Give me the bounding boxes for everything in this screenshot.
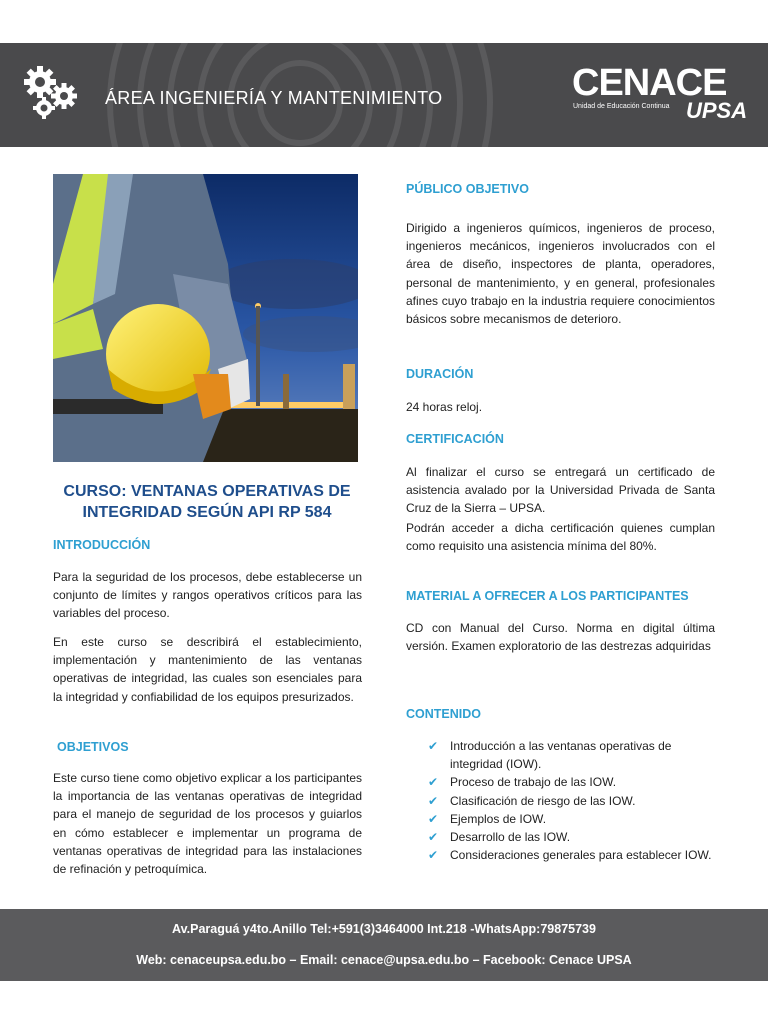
- worker-photo: [53, 174, 358, 462]
- check-icon: ✔: [428, 848, 439, 863]
- material-paragraph: CD con Manual del Curso. Norma en digital última versión. Examen exploratorio de las destrezas adquiridas: [406, 621, 715, 654]
- duracion-heading: DURACIÓN: [406, 367, 474, 381]
- cenace-upsa-logo: [570, 60, 750, 130]
- footer: [0, 909, 768, 981]
- list-item: ✔ Proceso de trabajo de las IOW.: [428, 773, 718, 791]
- course-title: CURSO: VENTANAS OPERATIVAS DE INTEGRIDAD SEGÚN API RP 584: [63, 483, 351, 521]
- check-icon: ✔: [428, 793, 439, 808]
- introduccion-heading: INTRODUCCIÓN: [53, 538, 151, 552]
- footer-contacts: Web: cenaceupsa.edu.bo – Email: cenace@upsa.edu.bo – Facebook: Cenace UPSA: [136, 953, 632, 967]
- header-title: ÁREA INGENIERÍA Y MANTENIMIENTO: [105, 88, 443, 108]
- introduccion-paragraph-1: Para la seguridad de los procesos, debe establecerse un conjunto de límites y rangos operativos críticos para las variables del proceso.: [53, 570, 362, 621]
- publico-paragraph: Dirigido a ingenieros químicos, ingenieros de proceso, ingenieros mecánicos, ingenieros involucrados con el área de diseño, inspectores de planta, operadores, personal de mantenimiento, y en general, profesionales afines cuyo trabajo en la industria requiere conocimientos básicos sobre mecanismos de deterioro.: [406, 221, 715, 327]
- list-item: ✔ Introducción a las ventanas operativas de integridad (IOW).: [428, 739, 672, 772]
- footer-address: Av.Paraguá y4to.Anillo Tel:+591(3)3464000 Int.218 -WhatsApp:79875739: [172, 922, 596, 936]
- contenido-list: [428, 737, 718, 864]
- check-icon: ✔: [428, 775, 439, 790]
- contenido-heading: CONTENIDO: [406, 707, 481, 721]
- list-item: ✔ Clasificación de riesgo de las IOW.: [428, 792, 718, 810]
- certificacion-heading: CERTIFICACIÓN: [406, 432, 504, 446]
- logo-brand: UPSA: [686, 98, 748, 123]
- duracion-paragraph: 24 horas reloj.: [406, 400, 483, 414]
- material-heading: MATERIAL A OFRECER A LOS PARTICIPANTES: [406, 589, 689, 603]
- objetivos-heading: OBJETIVOS: [57, 740, 129, 754]
- check-icon: ✔: [428, 811, 439, 826]
- introduccion-paragraph-2: En este curso se describirá el establecimiento, implementación y mantenimiento de las ventanas operativas de integridad, las cuales son esenciales para la integridad y confiabilidad de los equipos presurizados.: [53, 635, 362, 704]
- logo-main-text: CENACE: [572, 62, 727, 104]
- certificacion-paragraph-2: Podrán acceder a dicha certificación quienes cumplan como requisito una asistencia mínima del 80%.: [406, 521, 715, 554]
- publico-heading: PÚBLICO OBJETIVO: [406, 182, 529, 196]
- list-item: ✔ Ejemplos de IOW.: [428, 810, 718, 828]
- logo-subtitle: Unidad de Educación Continua: [573, 103, 670, 110]
- certificacion-paragraph-1: Al finalizar el curso se entregará un certificado de asistencia avalado por la Universidad Privada de Santa Cruz de la Sierra – UPSA.: [406, 465, 715, 516]
- check-icon: ✔: [428, 830, 439, 845]
- gears-icon: [20, 64, 80, 124]
- list-item: ✔ Consideraciones generales para establecer IOW.: [428, 846, 718, 864]
- list-item: ✔ Desarrollo de las IOW.: [428, 828, 718, 846]
- objetivos-paragraph: Este curso tiene como objetivo explicar a los participantes la importancia de las ventanas operativas de integridad para el manejo de seguridad de los procesos y guiarlos en cómo establecer e implementar un programa de ventanas operativas de integridad para las instalaciones de refinación y petroquímica.: [53, 771, 362, 877]
- check-icon: ✔: [428, 739, 439, 753]
